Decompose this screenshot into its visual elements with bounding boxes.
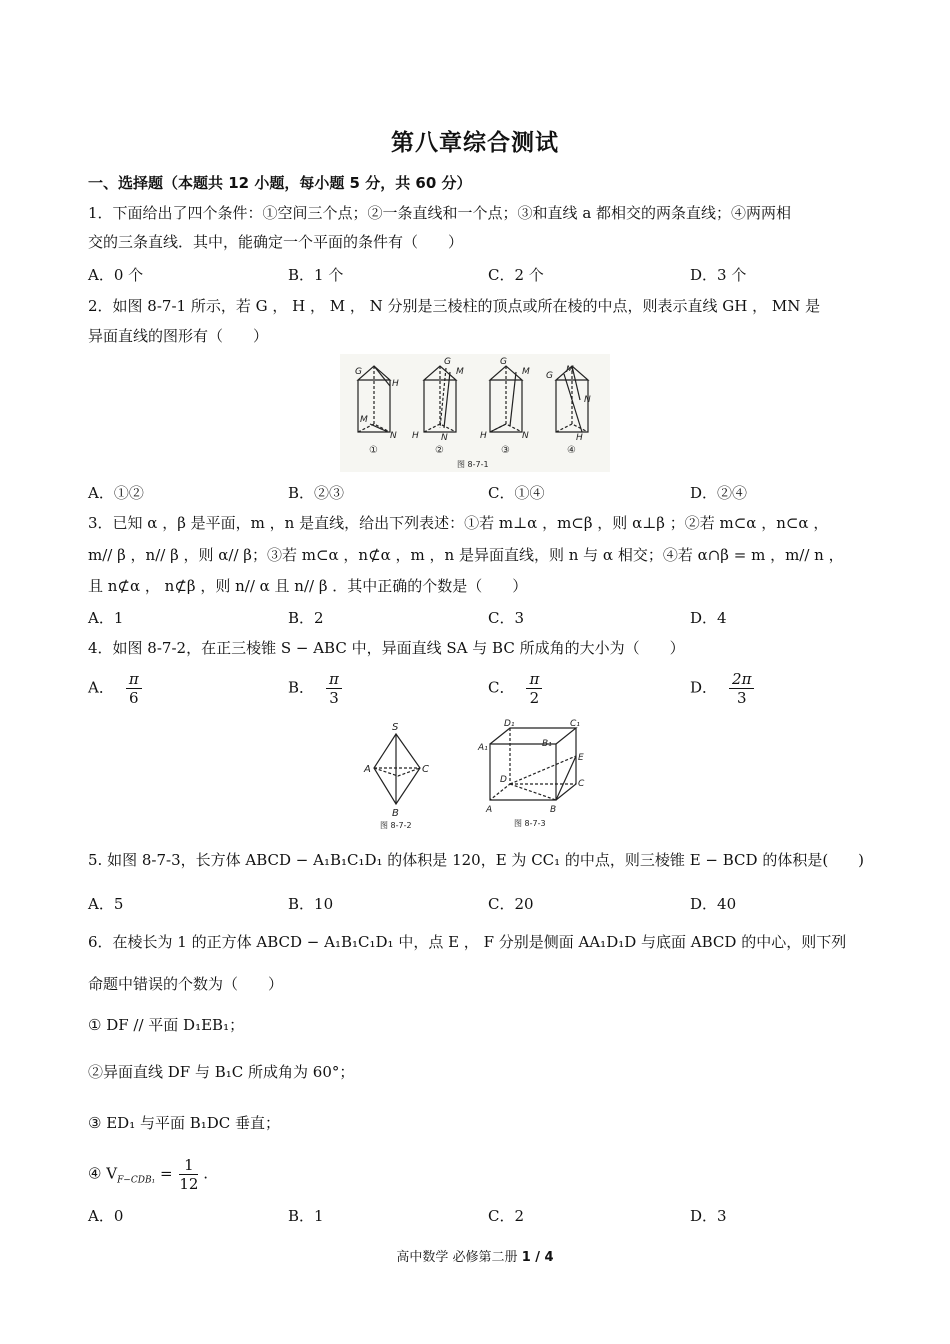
q6-option-b: B．1 bbox=[288, 1207, 324, 1225]
svg-text:H: H bbox=[480, 431, 487, 441]
q2-line1: 2．如图 8-7-1 所示，若 G ， H ， M ， N 分别是三棱柱的顶点或所在棱的中点，则表示直线 GH ， MN 是 bbox=[88, 297, 821, 315]
svg-text:H: H bbox=[576, 433, 583, 443]
svg-text:H: H bbox=[392, 379, 399, 389]
svg-text:D₁: D₁ bbox=[504, 719, 515, 729]
q6-line1: 6．在棱长为 1 的正方体 ABCD − A₁B₁C₁D₁ 中，点 E ， F 分别是侧面 AA₁D₁D 与底面 ABCD 的中心，则下列 bbox=[88, 933, 847, 951]
q6-option-d: D．3 bbox=[690, 1207, 727, 1225]
svg-text:M: M bbox=[522, 367, 530, 377]
q4-option-a: A． $\frac{\pi}{6}$ bbox=[88, 670, 142, 707]
q4-option-c: C． $\frac{\pi}{2}$ bbox=[488, 670, 542, 707]
page-footer: 高中数学 必修第二册 1 / 4 bbox=[396, 1250, 554, 1265]
q3-line3: 且 n⊄α ， n⊄β ，则 n// α 且 n// β ．其中正确的个数是（ ） bbox=[88, 577, 528, 595]
q5-option-b: B．10 bbox=[288, 895, 334, 913]
q3-line1: 3．已知 α ，β 是平面，m ，n 是直线，给出下列表述：①若 m⊥α ，m⊂β ，则 α⊥β ；②若 m⊂α ，n⊂α ， bbox=[88, 514, 829, 532]
q6-option-c: C．2 bbox=[488, 1207, 525, 1225]
page-number: 1 / 4 bbox=[521, 1250, 554, 1265]
q6-option-a: A．0 bbox=[88, 1207, 124, 1225]
q3-option-d: D．4 bbox=[690, 609, 727, 627]
q2-option-b: B．②③ bbox=[288, 484, 345, 502]
fig-label-4: ④ bbox=[567, 445, 576, 456]
q3-option-b: B．2 bbox=[288, 609, 324, 627]
q3-line2: m// β ，n// β ，则 α// β；③若 m⊂α ，n⊄α ，m ，n 是异面直线，则 n 与 α 相交；④若 α∩β = m ，m// n ， bbox=[88, 546, 844, 564]
svg-text:C: C bbox=[578, 779, 585, 789]
fig-caption-8-7-3: 图 8-7-3 bbox=[514, 819, 546, 828]
svg-text:C: C bbox=[422, 764, 429, 775]
q4-option-d: D． $\frac{2\pi}{3}$ bbox=[690, 670, 754, 707]
q1-line1: 1．下面给出了四个条件：①空间三个点；②一条直线和一个点；③和直线 a 都相交的两条直线；④两两相 bbox=[88, 204, 792, 222]
fig-caption-8-7-2: 图 8-7-2 bbox=[380, 821, 412, 830]
q1-option-b: B．1 个 bbox=[288, 266, 344, 284]
svg-text:B₁: B₁ bbox=[542, 739, 552, 749]
q2-line2: 异面直线的图形有（ ） bbox=[88, 327, 269, 345]
q1-line2: 交的三条直线．其中，能确定一个平面的条件有（ ） bbox=[88, 233, 464, 251]
q2-option-c: C．①④ bbox=[488, 484, 545, 502]
svg-text:B: B bbox=[392, 808, 399, 819]
q5-option-d: D．40 bbox=[690, 895, 737, 913]
svg-text:M: M bbox=[360, 415, 368, 425]
q6-line2: 命题中错误的个数为（ ） bbox=[88, 975, 284, 993]
svg-text:N: N bbox=[522, 431, 529, 441]
figure-8-7-3 bbox=[476, 716, 606, 834]
svg-text:D: D bbox=[500, 775, 507, 785]
svg-text:S: S bbox=[392, 722, 399, 733]
svg-text:N: N bbox=[441, 433, 448, 443]
page-title: 第八章综合测试 bbox=[391, 130, 559, 156]
svg-text:A: A bbox=[486, 805, 493, 815]
svg-text:G: G bbox=[444, 357, 451, 367]
q3-option-a: A．1 bbox=[88, 609, 124, 627]
svg-text:N: N bbox=[584, 395, 591, 405]
fig-caption-8-7-1: 图 8-7-1 bbox=[457, 460, 489, 469]
q1-option-c: C．2 个 bbox=[488, 266, 544, 284]
q2-option-d: D．②④ bbox=[690, 484, 748, 502]
q3-option-c: C．3 bbox=[488, 609, 525, 627]
q6-statement-2: ②异面直线 DF 与 B₁C 所成角为 60°； bbox=[88, 1063, 355, 1081]
q4-line1: 4．如图 8-7-2，在正三棱锥 S − ABC 中，异面直线 SA 与 BC 所成角的大小为（ ） bbox=[88, 639, 685, 657]
svg-text:G: G bbox=[500, 357, 507, 367]
svg-text:B: B bbox=[550, 805, 557, 815]
svg-text:G: G bbox=[355, 367, 362, 377]
q1-option-d: D．3 个 bbox=[690, 266, 747, 284]
svg-text:H: H bbox=[412, 431, 419, 441]
q6-statement-4: ④ $V_{F-CDB_1}$ = $\frac{1}{12}$ . bbox=[88, 1156, 208, 1193]
svg-text:G: G bbox=[546, 371, 553, 381]
q2-option-a: A．①② bbox=[88, 484, 144, 502]
svg-text:C₁: C₁ bbox=[570, 719, 580, 729]
svg-text:M: M bbox=[456, 367, 464, 377]
svg-text:A₁: A₁ bbox=[478, 743, 488, 753]
section-heading: 一、选择题（本题共 12 小题，每小题 5 分，共 60 分） bbox=[88, 174, 472, 192]
prism-figures bbox=[340, 354, 610, 472]
q5-option-a: A．5 bbox=[88, 895, 124, 913]
figure-8-7-2 bbox=[358, 718, 448, 834]
fig-label-1: ① bbox=[369, 445, 378, 456]
q5-line1: 5. 如图 8-7-3，长方体 ABCD − A₁B₁C₁D₁ 的体积是 120，E 为 CC₁ 的中点，则三棱锥 E − BCD 的体积是( ) bbox=[88, 851, 865, 869]
q6-statement-1: ① DF // 平面 D₁EB₁； bbox=[88, 1016, 245, 1034]
q5-option-c: C．20 bbox=[488, 895, 534, 913]
svg-text:E: E bbox=[578, 753, 584, 763]
q1-option-a: A．0 个 bbox=[88, 266, 144, 284]
fig-label-2: ② bbox=[435, 445, 444, 456]
svg-text:N: N bbox=[390, 431, 397, 441]
q4-option-b: B． $\frac{\pi}{3}$ bbox=[288, 670, 342, 707]
fig-label-3: ③ bbox=[501, 445, 510, 456]
svg-text:A: A bbox=[364, 764, 371, 775]
figure-8-7-1 bbox=[340, 354, 610, 476]
q6-statement-3: ③ ED₁ 与平面 B₁DC 垂直； bbox=[88, 1114, 281, 1132]
svg-text:M: M bbox=[566, 365, 574, 375]
